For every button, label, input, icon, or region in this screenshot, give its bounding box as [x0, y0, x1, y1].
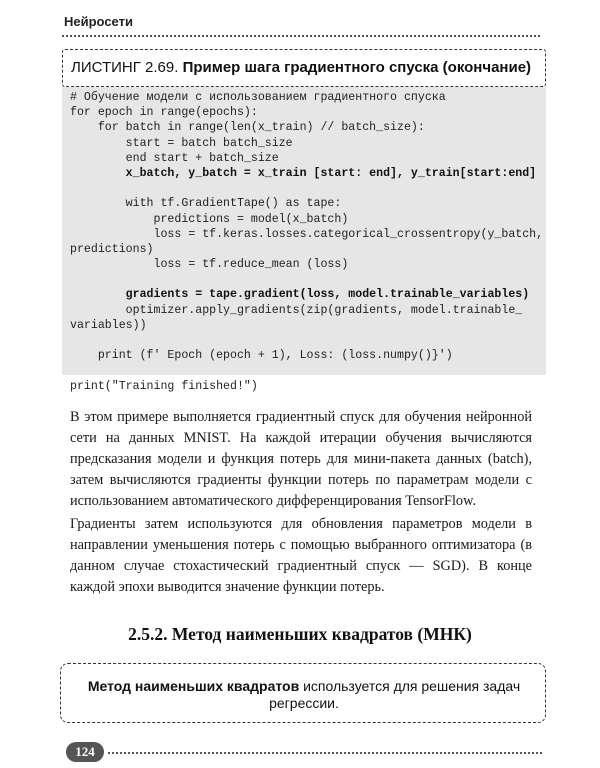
header-dotted-rule — [62, 35, 540, 37]
code-line: loss = tf.reduce_mean (loss) — [70, 258, 349, 272]
code-line: # Обучение модели с использованием градиентного спуска — [70, 91, 446, 104]
code-line: end start + batch_size — [70, 151, 279, 165]
code-block — [70, 90, 542, 394]
definition-term: Метод наименьших квадратов — [87, 678, 300, 694]
code-line: gradients = tape.gradient(loss, model.trainable_variables) — [70, 288, 530, 302]
definition-box — [60, 663, 546, 723]
code-line: variables)) — [70, 318, 147, 332]
listing-header — [62, 49, 546, 87]
definition-rest: используется для решения задач регрессии. — [269, 678, 521, 711]
code-line — [70, 363, 542, 378]
code-line: predictions) — [70, 242, 154, 256]
footer-dotted-rule — [108, 752, 542, 754]
code-line: print (f' Epoch (epoch + 1), Loss: (loss.numpy()}') — [70, 349, 453, 363]
code-line — [70, 181, 542, 196]
code-line — [70, 333, 542, 348]
code-line: with tf.GradientTape() as tape: — [70, 197, 342, 211]
listing-caption — [71, 59, 531, 76]
code-line: x_batch, y_batch = x_train [start: end], y_train[start:end] — [70, 166, 537, 180]
page-number: 124 — [66, 742, 104, 762]
code-line — [70, 272, 542, 287]
body-paragraph-2: Градиенты затем используются для обновления параметров модели в направлении уменьшения потерь с помощью выбранного оптимизатора (в данном случае стохастический градиентный спуск — SGD). В конце каждой эпохи выводится значение функции потерь. — [70, 516, 532, 595]
code-line: for epoch in range(epochs): — [70, 106, 258, 120]
code-line: predictions = model(x_batch) — [70, 212, 349, 226]
code-line: print("Training finished!") — [70, 379, 258, 393]
definition-text — [61, 678, 547, 712]
code-listing — [62, 49, 546, 393]
code-line: start = batch batch_size — [70, 136, 293, 150]
code-line: for batch in range(len(x_train) // batch_size): — [70, 121, 425, 135]
section-heading: 2.5.2. Метод наименьших квадратов (МНК) — [128, 624, 472, 644]
body-paragraph-1: В этом примере выполняется градиентный спуск для обучения нейронной сети на данных MNIST. На каждой итерации обучения вычисляются предсказания модели и функция потерь для мини-пакета данных (batch), затем вычисляются градиенты функции потерь по параметрам модели с использованием автоматического дифференцирования TensorFlow. — [70, 409, 532, 509]
code-line: optimizer.apply_gradients(zip(gradients, model.trainable_ — [70, 303, 523, 317]
listing-label: ЛИСТИНГ 2.69. — [71, 59, 179, 76]
listing-title: Пример шага градиентного спуска (окончание) — [182, 59, 532, 76]
code-line: loss = tf.keras.losses.categorical_crossentropy(y_batch, — [70, 227, 544, 241]
running-head-title: Нейросети — [64, 14, 133, 29]
